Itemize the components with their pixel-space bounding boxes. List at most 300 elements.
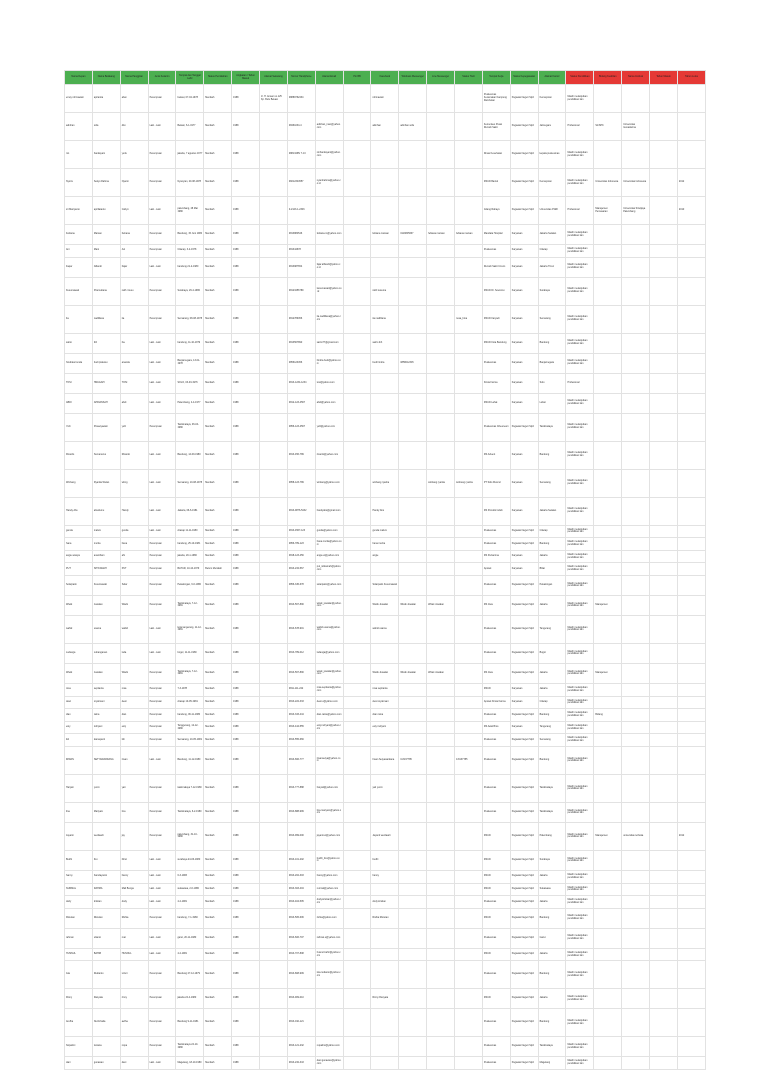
table-cell[interactable] bbox=[677, 663, 705, 683]
table-cell[interactable]: Laki - Laki bbox=[148, 896, 176, 909]
table-cell[interactable] bbox=[455, 734, 483, 747]
table-cell[interactable] bbox=[343, 225, 371, 245]
table-cell[interactable]: Menikah bbox=[204, 413, 232, 441]
table-cell[interactable]: yunk bbox=[120, 141, 148, 169]
table-cell[interactable]: Laki - Laki bbox=[148, 883, 176, 896]
table-cell[interactable] bbox=[677, 257, 705, 277]
table-cell[interactable] bbox=[650, 413, 678, 441]
table-cell[interactable] bbox=[260, 1057, 288, 1070]
table-cell[interactable] bbox=[594, 469, 622, 497]
table-cell[interactable]: Wiwik bbox=[65, 663, 93, 683]
table-cell[interactable]: Laki - Laki bbox=[148, 333, 176, 353]
table-cell[interactable] bbox=[455, 333, 483, 353]
table-cell[interactable]: fajar.alfiandi@yahoo.co.id bbox=[315, 257, 343, 277]
table-cell[interactable] bbox=[455, 663, 483, 683]
table-cell[interactable] bbox=[650, 373, 678, 393]
table-cell[interactable]: dian.ratna@yahoo.com bbox=[315, 709, 343, 722]
table-cell[interactable] bbox=[677, 883, 705, 896]
table-cell[interactable]: Puskesmas bbox=[482, 746, 510, 774]
table-row[interactable] bbox=[65, 663, 706, 683]
table-cell[interactable] bbox=[594, 525, 622, 538]
column-header[interactable]: Line Messenger bbox=[427, 71, 455, 85]
table-cell[interactable] bbox=[650, 1057, 678, 1070]
table-row[interactable] bbox=[65, 550, 706, 563]
table-cell[interactable]: husnul.bahri@yahoo.com bbox=[315, 948, 343, 961]
table-cell[interactable] bbox=[455, 85, 483, 113]
table-cell[interactable]: kristian bbox=[92, 896, 120, 909]
table-cell[interactable]: rahmat.u@yahoo.com bbox=[315, 928, 343, 948]
table-cell[interactable]: Masih melanjutkan pendidikan lain bbox=[566, 870, 594, 883]
table-cell[interactable]: abat bbox=[120, 85, 148, 113]
table-cell[interactable]: 0813-333-444 bbox=[287, 709, 315, 722]
table-cell[interactable] bbox=[622, 353, 650, 373]
table-row[interactable] bbox=[65, 908, 706, 928]
table-cell[interactable] bbox=[650, 113, 678, 141]
table-cell[interactable]: Masih melanjutkan pendidikan lain bbox=[566, 822, 594, 850]
table-cell[interactable]: Tanggerang, 12-12-1980 bbox=[176, 721, 204, 734]
table-cell[interactable]: Puskesmas Cibeureum bbox=[482, 413, 510, 441]
table-cell[interactable] bbox=[343, 989, 371, 1009]
table-cell[interactable] bbox=[455, 550, 483, 563]
table-cell[interactable]: Masih melanjutkan pendidikan lain bbox=[566, 563, 594, 576]
table-cell[interactable]: Pegawai Negeri Sipil bbox=[510, 928, 538, 948]
table-cell[interactable] bbox=[399, 1009, 427, 1037]
table-cell[interactable]: 1988 bbox=[232, 85, 260, 113]
table-cell[interactable] bbox=[650, 353, 678, 373]
table-cell[interactable]: bandung 21-2-1980 bbox=[176, 257, 204, 277]
table-cell[interactable] bbox=[343, 896, 371, 909]
table-cell[interactable]: Perempuan bbox=[148, 245, 176, 258]
table-cell[interactable]: wiwik_juwalan@yahoo.com bbox=[315, 595, 343, 615]
table-cell[interactable]: Tasikmalaya bbox=[538, 802, 566, 822]
table-cell[interactable]: Solo bbox=[538, 373, 566, 393]
table-row[interactable] bbox=[65, 469, 706, 497]
table-cell[interactable]: lina bbox=[65, 802, 93, 822]
table-cell[interactable] bbox=[677, 850, 705, 870]
table-cell[interactable]: budhi_ilco@yahoo.com bbox=[315, 850, 343, 870]
table-cell[interactable]: Puskesmas bbox=[482, 774, 510, 802]
table-cell[interactable] bbox=[371, 441, 399, 469]
table-cell[interactable]: winbang ryanlia bbox=[427, 469, 455, 497]
table-cell[interactable]: Kemayoran bbox=[538, 85, 566, 113]
table-cell[interactable]: Masih melanjutkan pendidikan lain bbox=[566, 85, 594, 113]
table-cell[interactable]: 2012 bbox=[677, 822, 705, 850]
table-cell[interactable]: Menikah bbox=[204, 245, 232, 258]
table-cell[interactable]: 0856123456 bbox=[287, 353, 315, 373]
table-cell[interactable]: murtia bbox=[92, 538, 120, 551]
table-cell[interactable] bbox=[622, 538, 650, 551]
table-cell[interactable]: Universitas Indonesia bbox=[594, 169, 622, 197]
table-cell[interactable]: mat bbox=[120, 928, 148, 948]
table-cell[interactable]: 0813-232-343 bbox=[287, 1057, 315, 1070]
table-cell[interactable] bbox=[343, 575, 371, 595]
table-cell[interactable] bbox=[594, 497, 622, 525]
table-cell[interactable]: 0858-123-789 bbox=[287, 469, 315, 497]
table-cell[interactable]: Pramudiana bbox=[92, 277, 120, 305]
table-cell[interactable] bbox=[677, 709, 705, 722]
table-cell[interactable]: septianta bbox=[92, 683, 120, 696]
table-cell[interactable]: Masih melanjutkan pendidikan lain bbox=[566, 928, 594, 948]
table-cell[interactable]: Pegawai Negeri Sipil bbox=[510, 197, 538, 225]
table-cell[interactable]: dewi bbox=[65, 696, 93, 709]
table-cell[interactable]: ratih / kusu bbox=[120, 277, 148, 305]
table-cell[interactable]: 0858012345 bbox=[399, 353, 427, 373]
table-cell[interactable]: Jakarta, 06-6-1981 bbox=[176, 497, 204, 525]
table-cell[interactable] bbox=[455, 989, 483, 1009]
table-cell[interactable]: Rinny Ranyata bbox=[371, 989, 399, 1009]
table-cell[interactable] bbox=[343, 663, 371, 683]
table-cell[interactable] bbox=[427, 197, 455, 225]
table-cell[interactable]: Manajemen bbox=[594, 663, 622, 683]
table-cell[interactable] bbox=[399, 643, 427, 663]
table-cell[interactable]: Karyawan bbox=[510, 683, 538, 696]
table-cell[interactable]: winbang ryanlia bbox=[371, 469, 399, 497]
table-cell[interactable]: 0-2123-1-2346 bbox=[287, 197, 315, 225]
column-header[interactable]: Status Pernikahan bbox=[204, 71, 232, 85]
table-cell[interactable]: Sumanurus bbox=[92, 441, 120, 469]
table-cell[interactable] bbox=[260, 225, 288, 245]
table-cell[interactable] bbox=[427, 928, 455, 948]
table-cell[interactable] bbox=[455, 850, 483, 870]
table-cell[interactable] bbox=[594, 393, 622, 413]
table-cell[interactable] bbox=[594, 538, 622, 551]
table-cell[interactable] bbox=[427, 141, 455, 169]
table-cell[interactable]: RSUD bbox=[482, 883, 510, 896]
table-cell[interactable]: 1988 bbox=[232, 802, 260, 822]
table-cell[interactable]: Garut bbox=[538, 928, 566, 948]
table-cell[interactable]: wahid.usama@yahoo.com bbox=[315, 615, 343, 643]
table-cell[interactable] bbox=[455, 1057, 483, 1070]
table-cell[interactable]: gunda malum bbox=[371, 525, 399, 538]
table-cell[interactable]: Perempuan bbox=[148, 989, 176, 1009]
table-cell[interactable]: Irwan Setyawardana bbox=[371, 746, 399, 774]
table-cell[interactable]: Menikah bbox=[204, 1057, 232, 1070]
table-cell[interactable]: RSUD bbox=[482, 850, 510, 870]
table-cell[interactable]: ibh bbox=[92, 333, 120, 353]
table-cell[interactable]: Nyanyian, 20-08-1978 bbox=[176, 169, 204, 197]
table-cell[interactable] bbox=[260, 550, 288, 563]
table-cell[interactable]: Nurrichalia bbox=[92, 1009, 120, 1037]
table-cell[interactable]: Masih melanjutkan pendidikan lain bbox=[566, 896, 594, 909]
table-cell[interactable]: Kimia Farma bbox=[482, 373, 510, 393]
table-cell[interactable]: Puskesmas bbox=[482, 896, 510, 909]
table-cell[interactable] bbox=[594, 277, 622, 305]
table-cell[interactable] bbox=[622, 1037, 650, 1057]
table-cell[interactable] bbox=[399, 709, 427, 722]
table-cell[interactable] bbox=[427, 883, 455, 896]
table-cell[interactable] bbox=[594, 961, 622, 989]
table-cell[interactable]: ISTIKAMAH bbox=[92, 563, 120, 576]
table-cell[interactable] bbox=[622, 883, 650, 896]
table-cell[interactable]: 0813884546 bbox=[287, 225, 315, 245]
table-cell[interactable] bbox=[260, 989, 288, 1009]
table-cell[interactable]: Manajemen Pemasaran bbox=[594, 197, 622, 225]
table-cell[interactable]: angie wasiya bbox=[65, 550, 93, 563]
table-cell[interactable]: PT Sido Muncul bbox=[482, 469, 510, 497]
table-cell[interactable] bbox=[622, 721, 650, 734]
table-cell[interactable] bbox=[343, 870, 371, 883]
table-cell[interactable] bbox=[677, 721, 705, 734]
table-cell[interactable]: 0813-777-888 bbox=[287, 774, 315, 802]
table-cell[interactable]: 1988 bbox=[232, 141, 260, 169]
table-cell[interactable] bbox=[399, 393, 427, 413]
table-cell[interactable] bbox=[622, 393, 650, 413]
table-cell[interactable] bbox=[622, 709, 650, 722]
table-cell[interactable] bbox=[650, 538, 678, 551]
table-cell[interactable]: nusa_bina bbox=[455, 305, 483, 333]
table-cell[interactable]: 08813465/ 7-13 bbox=[287, 141, 315, 169]
table-cell[interactable] bbox=[650, 850, 678, 870]
table-cell[interactable] bbox=[343, 774, 371, 802]
table-cell[interactable] bbox=[343, 1057, 371, 1070]
table-cell[interactable]: Universitas Sriwijaya Palembang bbox=[622, 197, 650, 225]
table-cell[interactable]: budi prakoso bbox=[92, 353, 120, 373]
table-cell[interactable]: Manajemen bbox=[594, 822, 622, 850]
table-cell[interactable]: Laki - Laki bbox=[148, 1057, 176, 1070]
table-cell[interactable]: nyantirahma@yahoo.co.id bbox=[315, 169, 343, 197]
table-row[interactable] bbox=[65, 525, 706, 538]
table-cell[interactable] bbox=[650, 663, 678, 683]
table-cell[interactable] bbox=[343, 277, 371, 305]
table-cell[interactable]: 0856-789-123 bbox=[287, 538, 315, 551]
table-cell[interactable]: Menikah bbox=[204, 734, 232, 747]
table-cell[interactable] bbox=[650, 928, 678, 948]
table-cell[interactable] bbox=[650, 822, 678, 850]
table-cell[interactable] bbox=[622, 245, 650, 258]
table-cell[interactable] bbox=[455, 802, 483, 822]
table-cell[interactable] bbox=[343, 1009, 371, 1037]
table-cell[interactable] bbox=[622, 928, 650, 948]
table-cell[interactable] bbox=[260, 615, 288, 643]
table-cell[interactable] bbox=[315, 85, 343, 113]
table-cell[interactable]: Alfiandi bbox=[92, 257, 120, 277]
table-cell[interactable] bbox=[343, 615, 371, 643]
table-cell[interactable]: Perempuan bbox=[148, 575, 176, 595]
table-cell[interactable] bbox=[260, 257, 288, 277]
table-cell[interactable] bbox=[677, 961, 705, 989]
table-cell[interactable] bbox=[594, 643, 622, 663]
table-cell[interactable] bbox=[622, 802, 650, 822]
table-cell[interactable]: ulianto bbox=[92, 928, 120, 948]
table-cell[interactable]: handyabs@gmail.com bbox=[315, 497, 343, 525]
table-cell[interactable]: Pegawai Negeri Sipil bbox=[510, 746, 538, 774]
table-cell[interactable] bbox=[677, 393, 705, 413]
table-cell[interactable]: Bandung bbox=[538, 908, 566, 928]
table-cell[interactable] bbox=[594, 575, 622, 595]
table-cell[interactable]: rosa septianta bbox=[371, 683, 399, 696]
table-cell[interactable]: Laki - Laki bbox=[148, 870, 176, 883]
table-row[interactable] bbox=[65, 197, 706, 225]
table-cell[interactable] bbox=[371, 141, 399, 169]
table-cell[interactable]: Surabaya bbox=[538, 850, 566, 870]
table-cell[interactable] bbox=[594, 550, 622, 563]
table-cell[interactable]: Universitas Gunadarma bbox=[622, 113, 650, 141]
table-cell[interactable] bbox=[622, 85, 650, 113]
table-cell[interactable]: Menikah bbox=[204, 822, 232, 850]
table-cell[interactable]: surabaya 24-06-1980 bbox=[176, 850, 204, 870]
table-cell[interactable]: Menikah bbox=[204, 257, 232, 277]
table-cell[interactable]: Pegawai Negeri Sipil bbox=[510, 961, 538, 989]
table-cell[interactable]: bandung, 11-10-1979 bbox=[176, 333, 204, 353]
table-cell[interactable] bbox=[677, 908, 705, 928]
table-cell[interactable]: RAHMA bbox=[92, 883, 120, 896]
table-cell[interactable]: Perempuan bbox=[148, 1037, 176, 1057]
table-cell[interactable] bbox=[427, 896, 455, 909]
table-cell[interactable] bbox=[594, 734, 622, 747]
table-cell[interactable] bbox=[622, 141, 650, 169]
table-cell[interactable]: 0813-303-404 bbox=[287, 883, 315, 896]
table-cell[interactable] bbox=[399, 305, 427, 333]
table-cell[interactable]: Jakarta Selatan bbox=[538, 225, 566, 245]
table-cell[interactable]: Masih melanjutkan pendidikan lain bbox=[566, 908, 594, 928]
table-cell[interactable]: wahid bbox=[65, 615, 93, 643]
table-row[interactable] bbox=[65, 393, 706, 413]
table-cell[interactable]: Puskesmas bbox=[482, 525, 510, 538]
table-cell[interactable]: nurmal@yahoo.com bbox=[315, 883, 343, 896]
table-cell[interactable]: 1988 bbox=[232, 928, 260, 948]
table-cell[interactable]: RSUD Karyadi bbox=[482, 305, 510, 333]
table-cell[interactable]: Menikah bbox=[204, 353, 232, 373]
table-cell[interactable] bbox=[650, 575, 678, 595]
table-cell[interactable] bbox=[427, 746, 455, 774]
table-cell[interactable] bbox=[622, 734, 650, 747]
table-cell[interactable]: garut, 20-11-1980 bbox=[176, 928, 204, 948]
table-cell[interactable] bbox=[260, 908, 288, 928]
table-cell[interactable]: Masih melanjutkan pendidikan lain bbox=[566, 802, 594, 822]
table-cell[interactable] bbox=[399, 928, 427, 948]
table-cell[interactable] bbox=[399, 850, 427, 870]
table-cell[interactable] bbox=[315, 1009, 343, 1037]
table-cell[interactable] bbox=[594, 563, 622, 576]
table-cell[interactable]: Menikah bbox=[204, 393, 232, 413]
table-row[interactable] bbox=[65, 850, 706, 870]
table-cell[interactable] bbox=[677, 1037, 705, 1057]
table-cell[interactable] bbox=[677, 113, 705, 141]
table-cell[interactable] bbox=[260, 663, 288, 683]
table-cell[interactable] bbox=[650, 85, 678, 113]
column-header[interactable]: Windows Messenger bbox=[399, 71, 427, 85]
table-cell[interactable]: 1988 bbox=[232, 550, 260, 563]
table-cell[interactable]: Masih melanjutkan pendidikan lain bbox=[566, 333, 594, 353]
table-cell[interactable] bbox=[399, 277, 427, 305]
table-cell[interactable]: Fajar bbox=[120, 257, 148, 277]
table-cell[interactable]: dani.gunawan@yahoo.com bbox=[315, 1057, 343, 1070]
table-row[interactable] bbox=[65, 896, 706, 909]
table-cell[interactable]: Jakarta Timur bbox=[538, 257, 566, 277]
table-cell[interactable] bbox=[455, 908, 483, 928]
table-row[interactable] bbox=[65, 746, 706, 774]
table-cell[interactable] bbox=[455, 696, 483, 709]
table-cell[interactable] bbox=[622, 469, 650, 497]
table-cell[interactable]: Masih melanjutkan pendidikan lain bbox=[566, 141, 594, 169]
table-cell[interactable] bbox=[650, 393, 678, 413]
table-cell[interactable] bbox=[650, 563, 678, 576]
table-cell[interactable]: Ricardo bbox=[120, 441, 148, 469]
table-cell[interactable]: Universitas Indonesia bbox=[622, 169, 650, 197]
table-row[interactable] bbox=[65, 538, 706, 551]
column-header[interactable]: Status Kepegawaian bbox=[510, 71, 538, 85]
table-cell[interactable]: Banjarnegara bbox=[538, 353, 566, 373]
table-cell[interactable] bbox=[260, 333, 288, 353]
table-cell[interactable]: gunda bbox=[65, 525, 93, 538]
table-cell[interactable]: 1988 bbox=[232, 1057, 260, 1070]
table-cell[interactable]: 1988 bbox=[232, 883, 260, 896]
table-cell[interactable]: Puskesmas bbox=[482, 1009, 510, 1037]
table-cell[interactable] bbox=[343, 850, 371, 870]
table-cell[interactable] bbox=[343, 802, 371, 822]
table-cell[interactable]: 1988 bbox=[232, 113, 260, 141]
table-cell[interactable]: Bandung bbox=[538, 746, 566, 774]
table-row[interactable] bbox=[65, 575, 706, 595]
table-cell[interactable]: dewi oryatmani bbox=[371, 696, 399, 709]
table-cell[interactable] bbox=[399, 696, 427, 709]
table-cell[interactable] bbox=[427, 709, 455, 722]
table-cell[interactable]: 4-2-1981 bbox=[176, 948, 204, 961]
table-cell[interactable]: Pegawai Negeri Sipil bbox=[510, 413, 538, 441]
table-cell[interactable]: dody.kristian@yahoo.com bbox=[315, 896, 343, 909]
table-row[interactable] bbox=[65, 169, 706, 197]
table-cell[interactable] bbox=[455, 595, 483, 615]
table-cell[interactable] bbox=[427, 948, 455, 961]
table-cell[interactable] bbox=[260, 774, 288, 802]
table-cell[interactable] bbox=[677, 525, 705, 538]
table-cell[interactable] bbox=[371, 1057, 399, 1070]
table-cell[interactable] bbox=[343, 746, 371, 774]
table-cell[interactable] bbox=[343, 948, 371, 961]
table-cell[interactable]: Jakarta bbox=[538, 870, 566, 883]
table-cell[interactable]: Budhi bbox=[65, 850, 93, 870]
table-cell[interactable] bbox=[343, 333, 371, 353]
table-cell[interactable] bbox=[622, 696, 650, 709]
table-cell[interactable]: Profesional bbox=[566, 197, 594, 225]
table-cell[interactable]: Cilacap, 3-2-1978 bbox=[176, 245, 204, 258]
table-cell[interactable] bbox=[260, 683, 288, 696]
table-cell[interactable]: Menikah bbox=[204, 696, 232, 709]
table-cell[interactable] bbox=[399, 469, 427, 497]
table-cell[interactable]: Nyoris bbox=[65, 169, 93, 197]
table-cell[interactable]: Semarang, 10-08-1978 bbox=[176, 469, 204, 497]
table-cell[interactable] bbox=[650, 774, 678, 802]
table-cell[interactable]: 1988 bbox=[232, 896, 260, 909]
table-cell[interactable] bbox=[260, 113, 288, 141]
table-cell[interactable] bbox=[622, 683, 650, 696]
table-cell[interactable]: Masih melanjutkan pendidikan lain bbox=[566, 696, 594, 709]
table-cell[interactable] bbox=[260, 595, 288, 615]
table-cell[interactable]: Menikah bbox=[204, 989, 232, 1009]
table-cell[interactable] bbox=[594, 696, 622, 709]
table-cell[interactable] bbox=[622, 575, 650, 595]
table-cell[interactable]: Karyawan bbox=[510, 441, 538, 469]
table-cell[interactable]: yulli@yahoo.com bbox=[315, 413, 343, 441]
table-cell[interactable]: palembang, 31-10-1980 bbox=[176, 822, 204, 850]
table-cell[interactable]: Pegawai Negeri Sipil bbox=[510, 663, 538, 683]
table-cell[interactable]: Menikah bbox=[204, 333, 232, 353]
table-cell[interactable]: Laki - Laki bbox=[148, 928, 176, 948]
table-cell[interactable] bbox=[594, 85, 622, 113]
table-cell[interactable] bbox=[371, 1009, 399, 1037]
table-cell[interactable] bbox=[260, 928, 288, 948]
table-cell[interactable]: Laki - Laki bbox=[148, 353, 176, 373]
table-cell[interactable] bbox=[399, 245, 427, 258]
table-cell[interactable]: Tasikmalaya bbox=[538, 1037, 566, 1057]
table-cell[interactable] bbox=[427, 696, 455, 709]
table-cell[interactable]: Masih melanjutkan pendidikan lain bbox=[566, 550, 594, 563]
table-cell[interactable] bbox=[399, 908, 427, 928]
table-row[interactable] bbox=[65, 774, 706, 802]
table-cell[interactable]: Menikah bbox=[204, 85, 232, 113]
table-cell[interactable] bbox=[622, 333, 650, 353]
table-cell[interactable] bbox=[455, 393, 483, 413]
